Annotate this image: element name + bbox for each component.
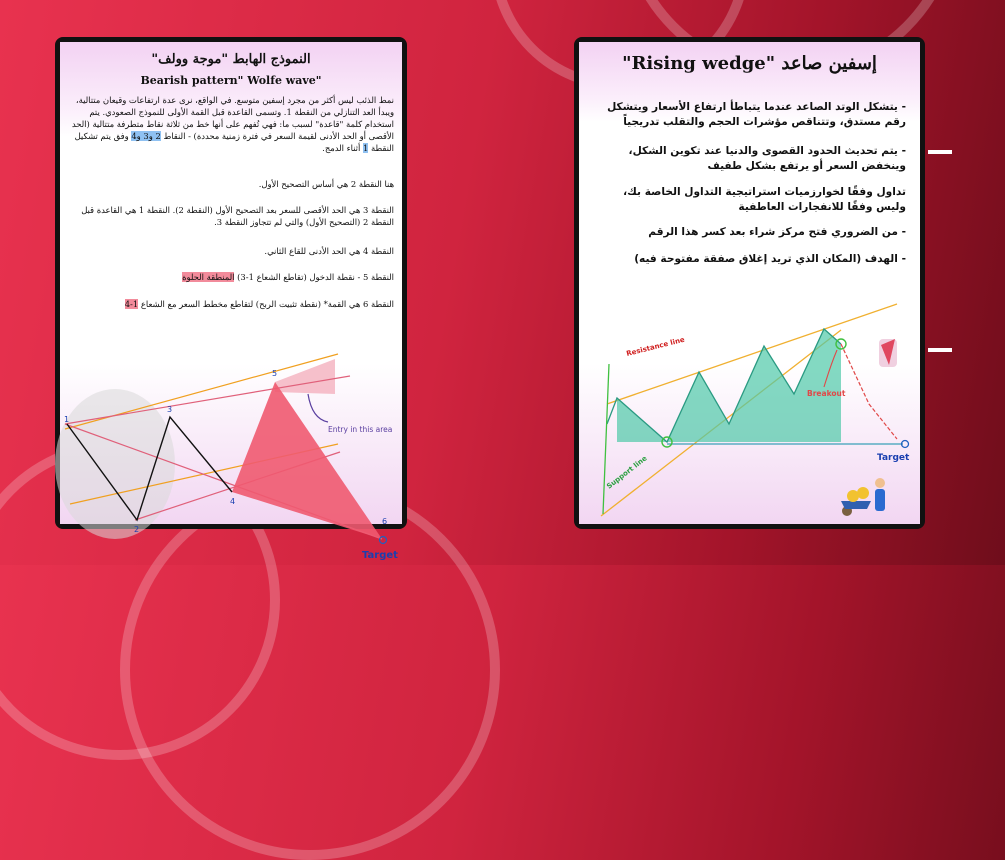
entry-area-label: Entry in this area bbox=[328, 425, 393, 434]
rising-wedge-title: إسفين صاعد "Rising wedge" bbox=[622, 53, 877, 74]
resistance-label: Resistance line bbox=[625, 335, 686, 358]
wolfe-paragraph-5 bbox=[66, 271, 394, 283]
support-label: Support line bbox=[605, 454, 649, 491]
wolfe-point-5: 5 bbox=[272, 369, 278, 378]
wolfe-title-arabic: النموذج الهابط "موجة وولف" bbox=[151, 52, 311, 67]
wolfe-point-6: 6 bbox=[382, 517, 388, 526]
wolfe-paragraph-1 bbox=[66, 94, 394, 154]
wolfe-red-triangle bbox=[232, 382, 382, 539]
entry-arrow bbox=[308, 394, 328, 422]
rocket-icon bbox=[879, 339, 897, 367]
wolfe-paragraph-2: هنا النقطة 2 هي أساس التصحيح الأول. bbox=[258, 179, 394, 189]
wolfe-paragraph-6-text: النقطة 6 هي القمة* (نقطة تثبيت الربح) لتقاطع مخطط السعر مع الشعاع bbox=[140, 299, 394, 309]
wolfe-sweet-zone-label: المنطقة الحلوة bbox=[182, 272, 235, 282]
wolfe-title-english: Bearish pattern" Wolfe wave" bbox=[140, 74, 322, 87]
wolfe-wave-card bbox=[55, 37, 407, 561]
bear-silhouette bbox=[55, 389, 175, 539]
wedge-bullet-4: - من الضروري فتح مركز شراء بعد كسر هذا الرقم bbox=[648, 226, 906, 238]
wheelbarrow-figure-icon bbox=[841, 478, 885, 516]
wolfe-paragraph-6 bbox=[66, 298, 394, 310]
wolfe-point-3: 3 bbox=[167, 405, 173, 414]
wedge-bullet-2: - يتم تحديث الحدود القصوى والدنيا عند تكوين الشكل، وينخفض السعر أو يرتفع بشكل طفيف bbox=[628, 145, 906, 172]
wolfe-paragraph-4: النقطة 4 هي الحد الأدنى للقاع الثاني. bbox=[264, 246, 394, 256]
wolfe-paragraph-1-text: نمط الذئب ليس أكثر من مجرد إسفين متوسع. في الواقع، نرى عدة ارتفاعات وقيعان متتالية، ويبدأ العد التنازلي من النقطة 1. وتسمى القاعدة قبل القمة الأولى للنموذج الصعودي. يتم استخدام كلمة "قاعدة" لسبب ما: فهي تُفهم على أنها خط من ثلاثة نقاط متطرفة متتالية (الحد الأقصى أو الحد الأدنى لقيمة السعر في فترة زمنية محددة) - النقاط bbox=[71, 95, 394, 141]
wolfe-highlight-point-1: 1 bbox=[362, 143, 369, 153]
background-arc-bottom bbox=[120, 480, 500, 860]
wolfe-target-label: Target bbox=[362, 550, 398, 561]
wolfe-paragraph-1-end: أثناء الدمج. bbox=[322, 143, 363, 153]
wolfe-highlight-points: 2 و3 و4 bbox=[131, 131, 161, 141]
rising-wedge-diagram bbox=[579, 284, 920, 529]
entry-zone bbox=[275, 359, 335, 394]
wolfe-paragraph-5-text: النقطة 5 - نقطة الدخول (تقاطع الشعاع 1-3) bbox=[237, 272, 394, 282]
wolfe-point-2: 2 bbox=[134, 525, 140, 534]
wolfe-paragraph-1-tail: وفق يتم تشكيل النقطة bbox=[74, 131, 394, 153]
wedge-bullet-1: - يتشكل الوتد الصاعد عندما يتباطأ ارتفاع الأسعار ويتشكل رقم مستدق، وتتناقص مؤشرات الحجم والتقلب تدريجياً bbox=[607, 101, 906, 128]
wedge-bullet-5: - الهدف (المكان الذي تريد إغلاق صفقة مفتوحة فيه) bbox=[634, 253, 906, 265]
wedge-target-label: Target bbox=[877, 453, 910, 463]
rising-wedge-card bbox=[574, 37, 925, 529]
trend-arrow bbox=[603, 364, 609, 514]
wolfe-ray-label: 1-4 bbox=[124, 299, 139, 309]
wolfe-point-4: 4 bbox=[230, 497, 236, 506]
wolfe-point-1: 1 bbox=[64, 415, 70, 424]
decor-dash-2 bbox=[928, 348, 952, 352]
wedge-bullet-3: تداول وفقًا لخوارزميات استراتيجية التداول الخاصة بك، وليس وفقًا للانفجارات العاطفية bbox=[623, 186, 906, 213]
breakout-label: Breakout bbox=[807, 389, 846, 398]
wolfe-wave-diagram bbox=[60, 324, 402, 561]
wolfe-paragraph-3: النقطة 3 هي الحد الأقصى للسعر بعد التصحيح الأول (النقطة 2). النقطة 1 هي القاعدة قبل النقطة 2 (التصحيح الأول) والتي لم تتجاوز النقطة 3. bbox=[81, 205, 394, 227]
decor-dash-1 bbox=[928, 150, 952, 154]
